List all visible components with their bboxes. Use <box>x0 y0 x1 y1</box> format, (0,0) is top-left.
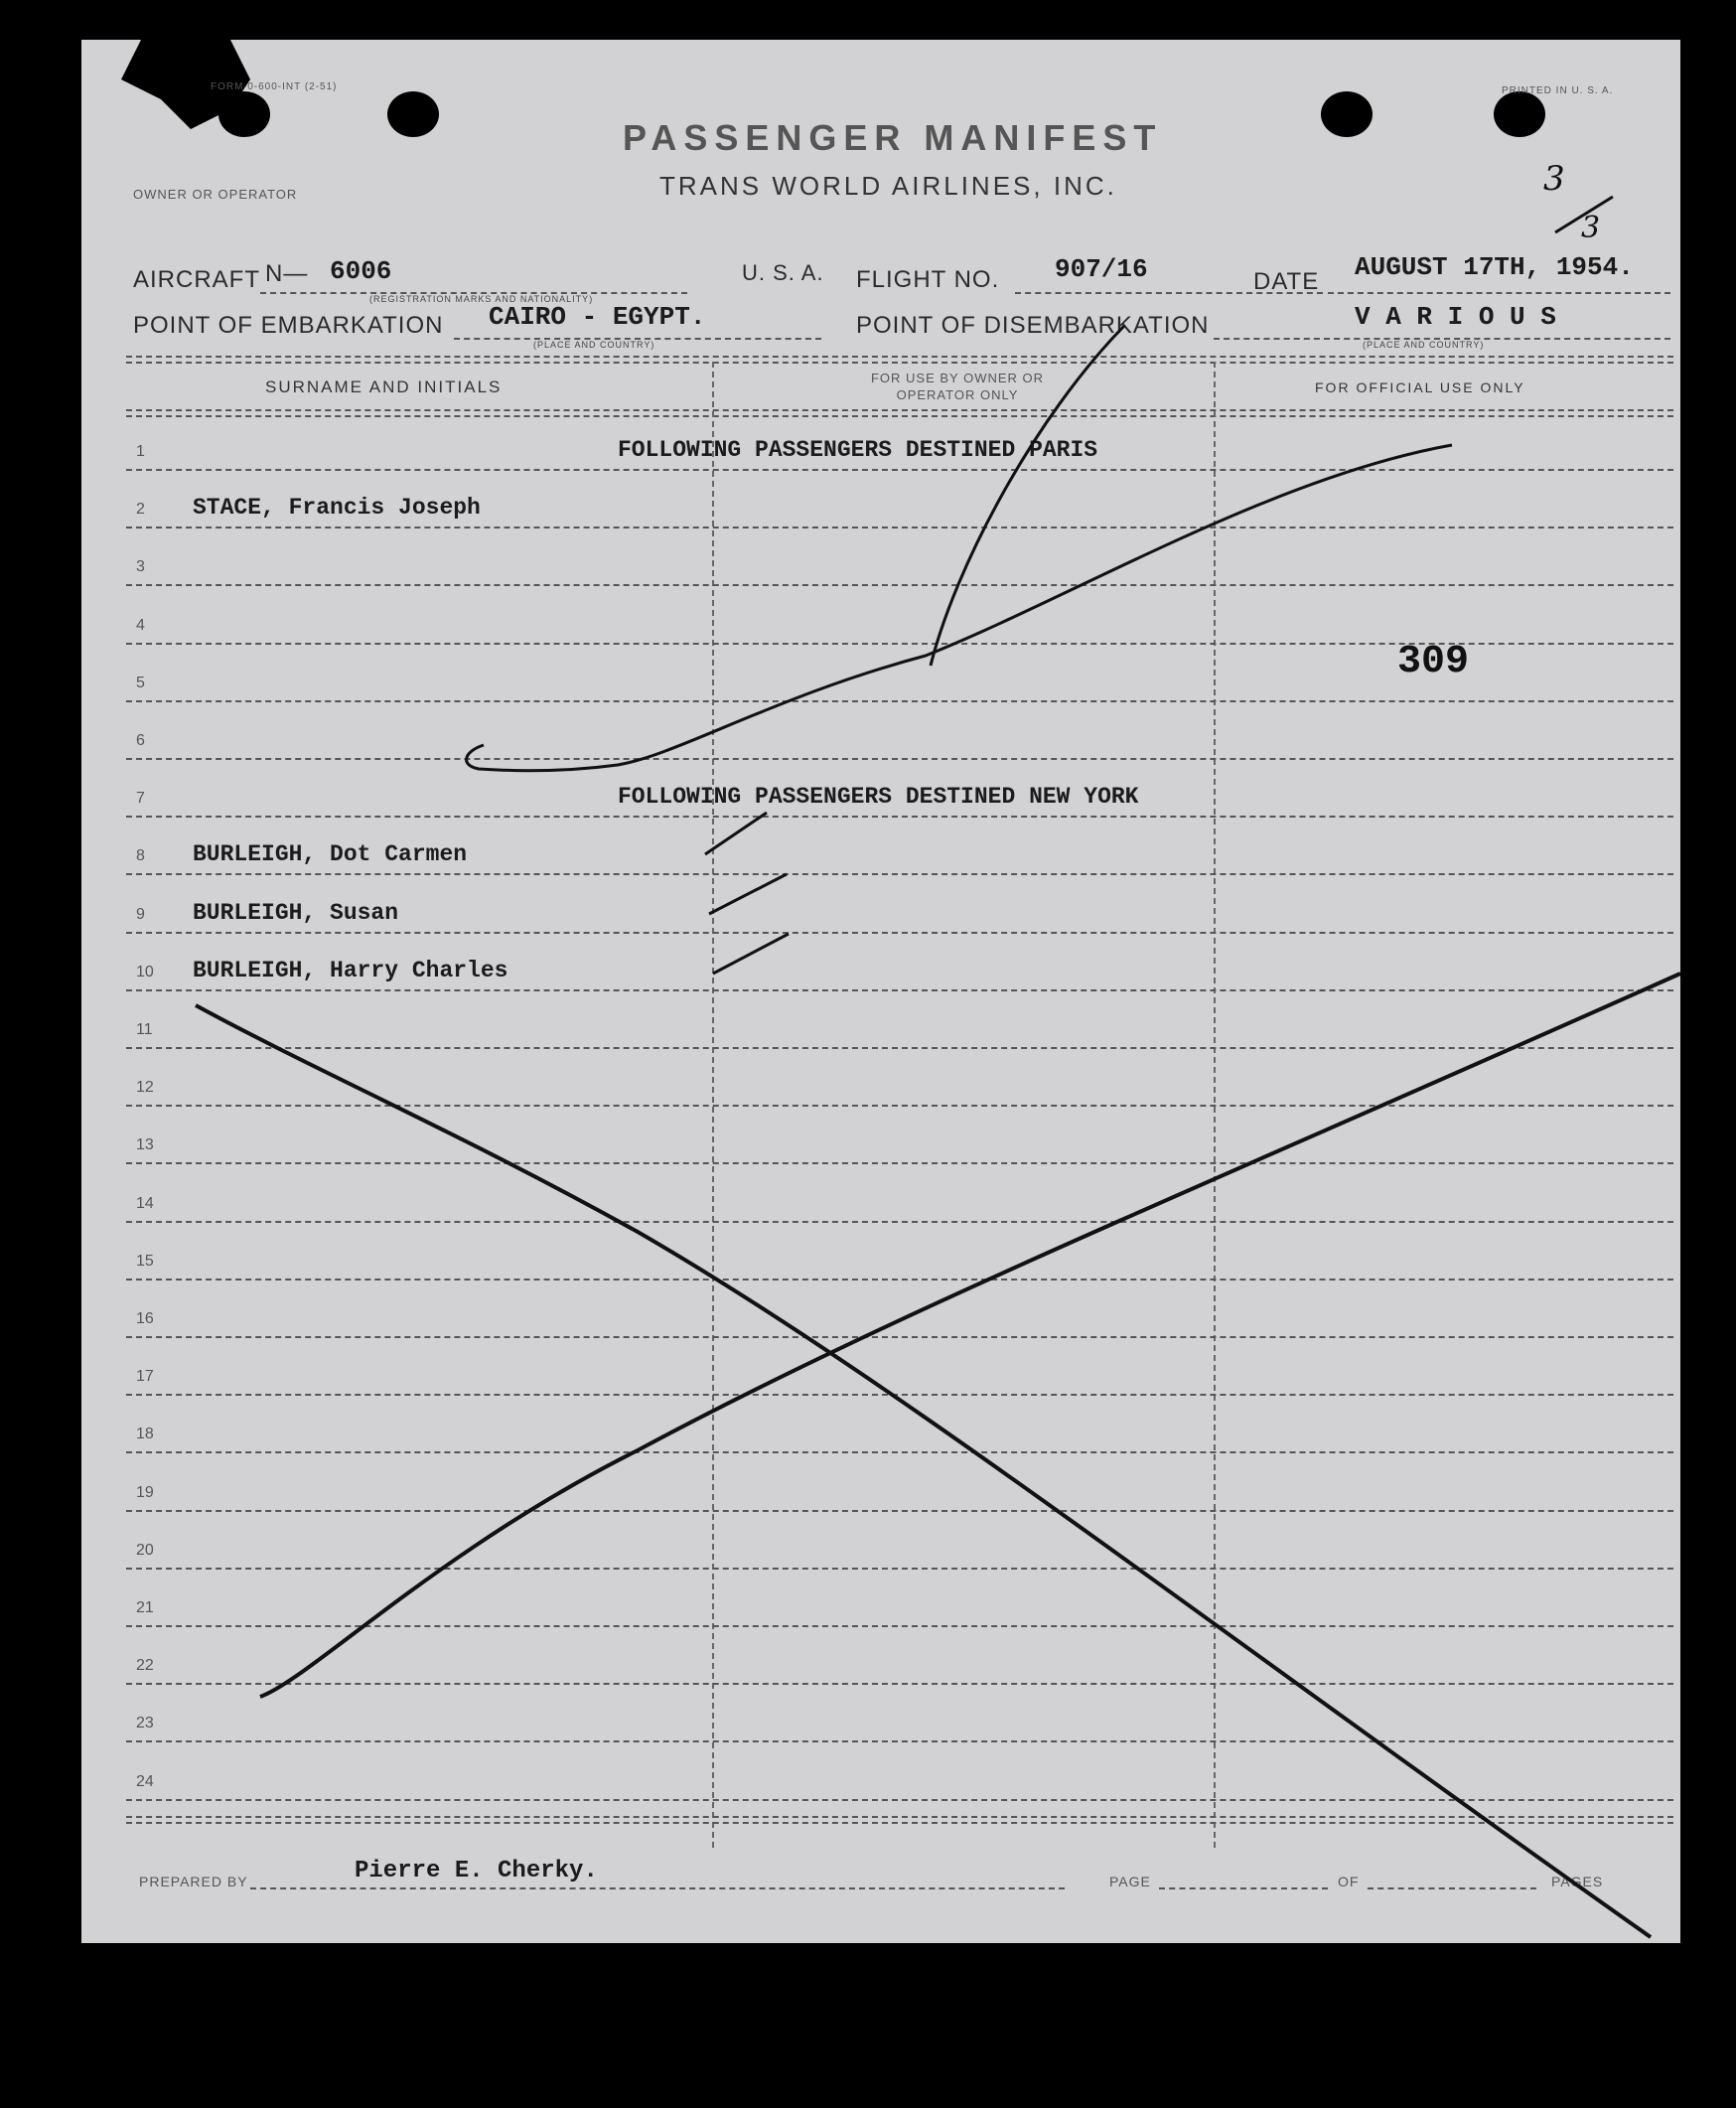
disembarkation-label: POINT OF DISEMBARKATION <box>856 312 1210 339</box>
aircraft-prefix: N— <box>265 260 309 287</box>
row-number: 21 <box>136 1599 154 1616</box>
row-number: 18 <box>136 1426 154 1443</box>
company-name: TRANS WORLD AIRLINES, INC. <box>659 171 1117 201</box>
row-text: BURLEIGH, Susan <box>193 899 399 926</box>
pages-label: PAGES <box>1551 1874 1604 1889</box>
row-number: 22 <box>136 1657 154 1675</box>
row-number: 4 <box>136 616 145 634</box>
disembarkation-sublabel: (PLACE AND COUNTRY) <box>1363 340 1485 350</box>
row-number: 5 <box>136 674 145 691</box>
row-text: BURLEIGH, Harry Charles <box>193 957 508 983</box>
row-number: 20 <box>136 1541 154 1559</box>
embarkation-label: POINT OF EMBARKATION <box>133 312 444 339</box>
handwritten-marks <box>81 40 1680 1943</box>
cross-out-line <box>196 1005 1651 1937</box>
row-number: 24 <box>136 1772 154 1790</box>
page-mark-top: 3 <box>1543 159 1565 199</box>
aircraft-value: 6006 <box>330 256 392 286</box>
tick-mark <box>705 813 767 854</box>
pen-stroke <box>931 326 1124 666</box>
embarkation-sublabel: (PLACE AND COUNTRY) <box>533 340 655 350</box>
row-number: 10 <box>136 963 154 980</box>
row-number: 17 <box>136 1368 154 1386</box>
col-official-heading: FOR OFFICIAL USE ONLY <box>1315 379 1525 395</box>
row-number: 23 <box>136 1715 154 1732</box>
row-number: 14 <box>136 1194 154 1212</box>
page-label: PAGE <box>1109 1874 1151 1889</box>
manifest-sheet <box>81 40 1680 1943</box>
row-number: 16 <box>136 1310 154 1327</box>
flight-label: FLIGHT NO. <box>856 266 1000 293</box>
row-number: 3 <box>136 558 145 576</box>
owner-operator-label: OWNER OR OPERATOR <box>133 187 298 202</box>
row-number: 2 <box>136 501 145 519</box>
usa-label: U. S. A. <box>742 260 824 285</box>
stamp-number: 309 <box>1397 640 1470 684</box>
prepared-by-label: PREPARED BY <box>139 1874 248 1889</box>
row-number: 1 <box>136 443 145 460</box>
row-text: FOLLOWING PASSENGERS DESTINED PARIS <box>618 437 1098 463</box>
printed-in-usa: PRINTED IN U. S. A. <box>1502 85 1614 96</box>
pen-curve <box>467 445 1452 771</box>
row-number: 19 <box>136 1483 154 1501</box>
flight-value: 907/16 <box>1055 254 1148 284</box>
row-number: 7 <box>136 790 145 808</box>
tick-mark <box>713 934 789 974</box>
row-number: 11 <box>136 1021 153 1038</box>
row-number: 8 <box>136 847 145 865</box>
form-number: FORM 0-600-INT (2-51) <box>211 81 338 92</box>
row-text: STACE, Francis Joseph <box>193 495 481 522</box>
row-number: 9 <box>136 905 145 923</box>
row-number: 15 <box>136 1252 154 1270</box>
cross-out-line <box>260 974 1680 1697</box>
disembarkation-value: V A R I O U S <box>1355 302 1556 332</box>
col-surname-heading: SURNAME AND INITIALS <box>265 377 503 396</box>
page-mark-bottom: 3 <box>1581 211 1601 245</box>
row-text: BURLEIGH, Dot Carmen <box>193 841 468 868</box>
embarkation-value: CAIRO - EGYPT. <box>489 302 706 332</box>
aircraft-sublabel: (REGISTRATION MARKS AND NATIONALITY) <box>369 294 594 304</box>
of-label: OF <box>1338 1874 1360 1889</box>
date-label: DATE <box>1253 268 1320 295</box>
aircraft-label: AIRCRAFT <box>133 266 260 293</box>
col-owner-heading: FOR USE BY OWNER OR OPERATOR ONLY <box>870 371 1045 402</box>
form-title: PASSENGER MANIFEST <box>623 117 1163 158</box>
prepared-by-value: Pierre E. Cherky. <box>355 1858 598 1884</box>
row-number: 6 <box>136 732 145 749</box>
date-value: AUGUST 17TH, 1954. <box>1355 252 1634 282</box>
row-number: 13 <box>136 1136 154 1154</box>
tick-mark <box>709 874 787 914</box>
row-number: 12 <box>136 1079 154 1097</box>
row-text: FOLLOWING PASSENGERS DESTINED NEW YORK <box>618 784 1139 811</box>
